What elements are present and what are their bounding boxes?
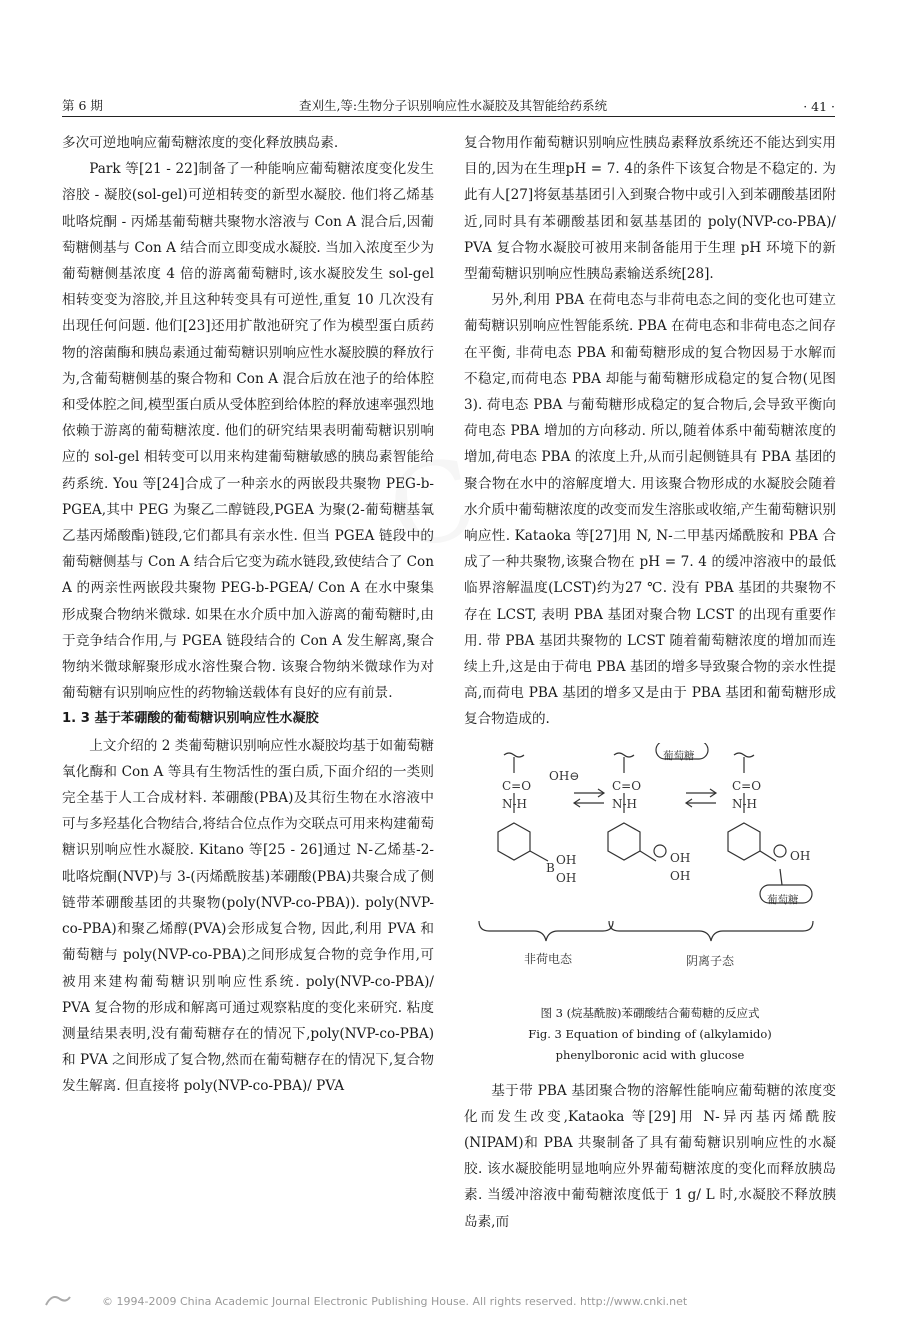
hydroxyl-label: OH (790, 848, 811, 863)
left-column (62, 130, 434, 1100)
carbonyl-label: C=O (732, 778, 762, 793)
amide-label: N-H (732, 796, 758, 811)
paragraph: 多次可逆地响应葡萄糖浓度的变化释放胰岛素. (62, 135, 339, 151)
hydroxyl-label: OH (670, 850, 691, 865)
issue-number: 第 6 期 (62, 98, 103, 113)
copyright-notice: © 1994-2009 China Academic Journal Electronic Publishing House. All rights reserved. http://www.cnki.net (102, 1294, 688, 1308)
paragraph: 基于带 PBA 基团聚合物的溶解性能响应葡萄糖的浓度变化而发生改变,Kataoka 等[29]用 N-异丙基丙烯酰胺(NIPAM)和 PBA 共聚制备了具有葡萄糖识别响应性的水凝胶. 该水凝胶能明显地响应外界葡萄糖浓度的变化而释放胰岛素. 当缓冲溶液中葡萄糖浓度低于 1 g/ L 时,水凝胶不释放胰岛素,而 (464, 1082, 836, 1230)
header-rule (62, 116, 835, 117)
paragraph: 另外,利用 PBA 在荷电态与非荷电态之间的变化也可建立葡萄糖识别响应性智能系统. PBA 在荷电态和非荷电态之间存在平衡, 非荷电态 PBA 和葡萄糖形成的复合物因易于水解而不稳定,而荷电态 PBA 却能与葡萄糖形成稳定的复合物(见图 3). 荷电态 PBA 与葡萄糖形成稳定的复合物后,会导致平衡向荷电态 PBA 增加的方向移动. 所以,随着体系中葡萄糖浓度的增加,荷电态 PBA 的浓度上升,从而引起侧链具有 PBA 基团的聚合物在水中的溶解度增大. 用该聚合物形成的水凝胶会随着水介质中葡萄糖浓度的改变而发生溶胀或收缩,产生葡萄糖识别响应性. Kataoka 等[27]用 N, N-二甲基丙烯酰胺和 PBA 合成了一种共聚物,该聚合物在 pH = 7. 4 的缓冲溶液中的最低临界溶解温度(LCST)约为27 ℃. 没有 PBA 基团的共聚物不存在 LCST, 表明 PBA 基团对聚合物 LCST 的出现有重要作用. 带 PBA 基团共聚物的 LCST 随着葡萄糖浓度的增加而连续上升,这是由于荷电 PBA 基团的增多导致聚合物的亲水性提高,而荷电 PBA 基团的增多又是由于 PBA 基团和葡萄糖形成复合物造成的. (464, 292, 836, 728)
caption-en-2: phenylboronic acid with glucose (555, 1047, 745, 1062)
boron-label: B (546, 860, 555, 875)
footer (42, 1288, 855, 1314)
right-column (464, 130, 836, 1235)
carbonyl-label: C=O (502, 778, 532, 793)
running-title: 查刈生,等:生物分子识别响应性水凝胶及其智能给药系统 (298, 98, 608, 113)
caption-en-1: Fig. 3 Equation of binding of (alkylamido) (528, 1026, 772, 1041)
glucose-tag: 葡萄糖 (663, 749, 695, 762)
paragraph: Park 等[21 - 22]制备了一种能响应葡萄糖浓度变化发生溶胶 - 凝胶(sol-gel)可逆相转变的新型水凝胶. 他们将乙烯基吡咯烷酮 - 丙烯基葡萄糖共聚物水溶液与 Con A 混合后,因葡萄糖侧基与 Con A 结合而立即变成水凝胶. 当加入浓度至少为葡萄糖侧基浓度 4 倍的游离葡萄糖时,该水凝胶发生 sol-gel 相转变变为溶胶,并且这种转变具有可逆性,重复 10 几次没有出现任何问题. 他们[23]还用扩散池研究了作为模型蛋白质药物的溶菌酶和胰岛素通过葡萄糖识别响应性水凝胶膜的释放行为,含葡萄糖侧基的聚合物和 Con A 混合后放在池子的给体腔和受体腔之间,模型蛋白质从受体腔到给体腔的释放速率强烈地依赖于游离的葡萄糖浓度. 他们的研究结果表明葡萄糖识别响应的 sol-gel 相转变可以用来构建葡萄糖敏感的胰岛素智能给药系统. You 等[24]合成了一种亲水的两嵌段共聚物 PEG-b-PGEA,其中 PEG 为聚乙二醇链段,PGEA 为聚(2-葡萄糖基氧乙基丙烯酸酯)链段,它们都具有亲水性. 但当 PGEA 链段中的葡萄糖侧基与 Con A 结合后它变为疏水链段,致使结合了 Con A 的两亲性两嵌段共聚物 PEG-b-PGEA/ Con A 在水中聚集形成聚合物纳米微球. 如果在水介质中加入游离的葡萄糖时,由于竞争结合作用,与 PGEA 链段结合的 Con A 发生解离,聚合物纳米微球解聚形成水溶性聚合物. 该聚合物纳米微球作为对葡萄糖有识别响应性的药物输送载体有良好的应有前景. (62, 161, 434, 702)
publisher-logo-icon (42, 1291, 72, 1311)
paragraph: 复合物用作葡萄糖识别响应性胰岛素释放系统还不能达到实用目的,因为在生理pH = 7. 4的条件下该复合物是不稳定的. 为此有人[27]将氨基基团引入到聚合物中或引入到苯硼酸基团附近,同时具有苯硼酸基团和氨基基团的 poly(NVP-co-PBA)/ PVA 复合物水凝胶可被用来制备能用于生理 pH 环境下的新型葡萄糖识别响应性胰岛素输送系统[28]. (464, 135, 836, 283)
uncharged-state-label: 非荷电态 (524, 951, 573, 966)
running-header (62, 92, 835, 114)
glucose-tag: 葡萄糖 (767, 893, 799, 906)
reaction-figure (464, 743, 836, 1003)
caption-cn: 图 3 (烷基酰胺)苯硼酸结合葡萄糖的反应式 (540, 1005, 760, 1020)
anionic-state-label: 阴离子态 (686, 953, 735, 968)
amide-label: N-H (612, 796, 638, 811)
hydroxyl-label: OH (556, 852, 577, 867)
hydroxide-label: OH⊖ (549, 768, 580, 783)
amide-label: N-H (502, 796, 528, 811)
section-heading: 1. 3 基于苯硼酸的葡萄糖识别响应性水凝胶 (62, 711, 319, 727)
hydroxyl-label: OH (556, 870, 577, 885)
hydroxyl-label: OH (670, 868, 691, 883)
carbonyl-label: C=O (612, 778, 642, 793)
figure-caption (464, 1003, 836, 1066)
page-number: · 41 · (803, 99, 835, 114)
paragraph: 上文介绍的 2 类葡萄糖识别响应性水凝胶均基于如葡萄糖氧化酶和 Con A 等具有生物活性的蛋白质,下面介绍的一类则完全基于人工合成材料. 苯硼酸(PBA)及其衍生物在水溶液中可与多羟基化合物结合,将结合位点作为交联点可用来构建葡萄糖识别响应性水凝胶. Kitano 等[25 - 26]通过 N-乙烯基-2-吡咯烷酮(NVP)与 3-(丙烯酰胺基)苯硼酸(PBA)共聚合成了侧链带苯硼酸基团的共聚物(poly(NVP-co-PBA)). poly(NVP-co-PBA)和聚乙烯醇(PVA)会形成复合物, 因此,利用 PVA 和葡萄糖与 poly(NVP-co-PBA)之间形成复合物的竞争作用,可被用来建构葡萄糖识别响应性系统. poly(NVP-co-PBA)/ PVA 复合物的形成和解离可通过观察粘度的变化来研究. 粘度测量结果表明,没有葡萄糖存在的情况下,poly(NVP-co-PBA)和 PVA 之间形成了复合物,然而在葡萄糖存在的情况下,复合物发生解离. 但直接将 poly(NVP-co-PBA)/ PVA (62, 737, 434, 1095)
